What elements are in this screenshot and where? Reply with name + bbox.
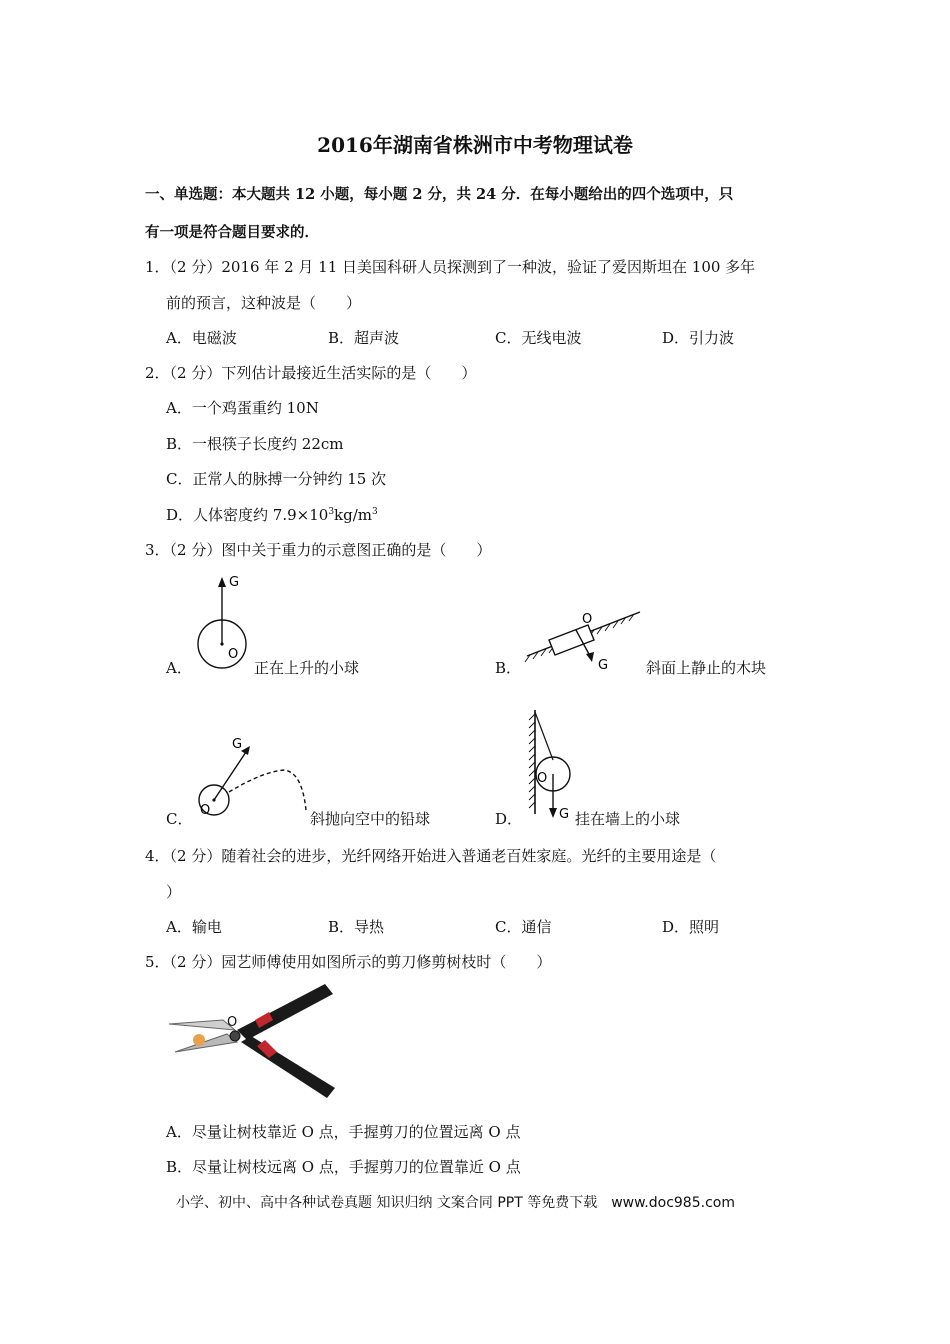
q3-figure-b: [522, 600, 646, 675]
q3-option-a-label: A．: [166, 659, 192, 677]
q5-shears-figure: [165, 980, 340, 1102]
q3-figure-d: [522, 708, 582, 820]
center-point: [212, 798, 215, 801]
gravity-arrow-head: [549, 808, 557, 818]
gravity-arrow-head: [218, 577, 226, 587]
page-title: 2016年湖南省株洲市中考物理试卷: [317, 133, 633, 157]
gravity-arrow-head: [586, 652, 594, 662]
q2-option-d-unit: kg/m: [334, 506, 373, 524]
upper-handle: [237, 984, 333, 1040]
q4-stem-line1: 4．（2 分）随着社会的进步，光纤网络开始进入普通老百姓家庭。光纤的主要用途是（: [145, 847, 717, 865]
q3-option-d-caption: 挂在墙上的小球: [575, 810, 681, 828]
q1-option-c: C．无线电波: [495, 329, 582, 347]
o-label: O: [582, 612, 593, 627]
wall-hatching: [529, 714, 535, 808]
o-label: O: [200, 803, 211, 818]
trajectory-dashed: [229, 770, 306, 810]
hanging-string: [535, 712, 553, 760]
q4-stem-line2: ）: [166, 883, 182, 901]
q2-option-c: C．正常人的脉搏一分钟约 15 次: [166, 470, 387, 488]
q4-option-d: D．照明: [662, 918, 720, 936]
q3-figure-c: [192, 732, 317, 820]
q4-option-c: C．通信: [495, 918, 552, 936]
o-label: O: [227, 1015, 238, 1030]
g-label: G: [229, 575, 240, 590]
lower-blade: [175, 1034, 237, 1052]
q3-option-c-label: C．: [166, 810, 193, 828]
q5-option-b: B．尽量让树枝远离 O 点，手握剪刀的位置靠近 O 点: [166, 1158, 521, 1176]
upper-blade: [169, 1020, 235, 1030]
branch-circle: [193, 1034, 205, 1046]
q4-option-b: B．导热: [328, 918, 385, 936]
q2-option-b: B．一根筷子长度约 22cm: [166, 435, 344, 453]
q3-stem: 3．（2 分）图中关于重力的示意图正确的是（ ）: [145, 541, 492, 559]
gravity-arrow-line: [214, 752, 246, 800]
q3-figure-a: [192, 570, 254, 672]
q1-option-a: A．电磁波: [166, 329, 237, 347]
center-point: [220, 642, 223, 645]
q4-option-a: A．输电: [166, 918, 222, 936]
q1-option-b: B．超声波: [328, 329, 400, 347]
g-label: G: [559, 807, 570, 820]
q2-option-d-prefix: D．人体密度约 7.9×10: [166, 506, 329, 524]
q1-stem-line1: 1．（2 分）2016 年 2 月 11 日美国科研人员探测到了一种波，验证了爱因斯坦在 100 多年: [145, 258, 756, 276]
q2-option-d: [166, 504, 378, 525]
q2-option-d-exponent: 3: [328, 507, 335, 517]
q3-option-b-label: B．: [495, 659, 522, 677]
page-footer: 小学、初中、高中各种试卷真题 知识归纳 文案合同 PPT 等免费下载 www.doc985.com: [176, 1195, 735, 1211]
g-label: G: [232, 737, 243, 752]
lower-handle: [241, 1036, 335, 1098]
q5-stem: 5．（2 分）园艺师傅使用如图所示的剪刀修剪树枝时（ ）: [145, 953, 552, 971]
q1-option-d: D．引力波: [662, 329, 735, 347]
q3-option-b-caption: 斜面上静止的木块: [646, 659, 767, 677]
q3-option-a-caption: 正在上升的小球: [254, 659, 360, 677]
q3-option-d-label: D．: [495, 810, 523, 828]
q2-option-a: A．一个鸡蛋重约 10N: [166, 399, 319, 417]
o-label: O: [228, 647, 239, 662]
q5-option-a: A．尽量让树枝靠近 O 点，手握剪刀的位置远离 O 点: [166, 1123, 521, 1141]
section-heading-line2: 有一项是符合题目要求的．: [145, 224, 319, 241]
q1-stem-line2: 前的预言，这种波是（ ）: [166, 294, 362, 312]
q3-option-c-caption: 斜抛向空中的铅球: [310, 810, 431, 828]
q2-option-d-unit-exponent: 3: [372, 507, 378, 517]
o-label: O: [537, 771, 548, 786]
section-heading-line1: 一、单选题：本大题共 12 小题，每小题 2 分，共 24 分．在每小题给出的四个选项中，只: [145, 186, 734, 203]
q2-stem: 2．（2 分）下列估计最接近生活实际的是（ ）: [145, 364, 477, 382]
pivot-bolt: [230, 1031, 240, 1041]
g-label: G: [598, 658, 609, 673]
